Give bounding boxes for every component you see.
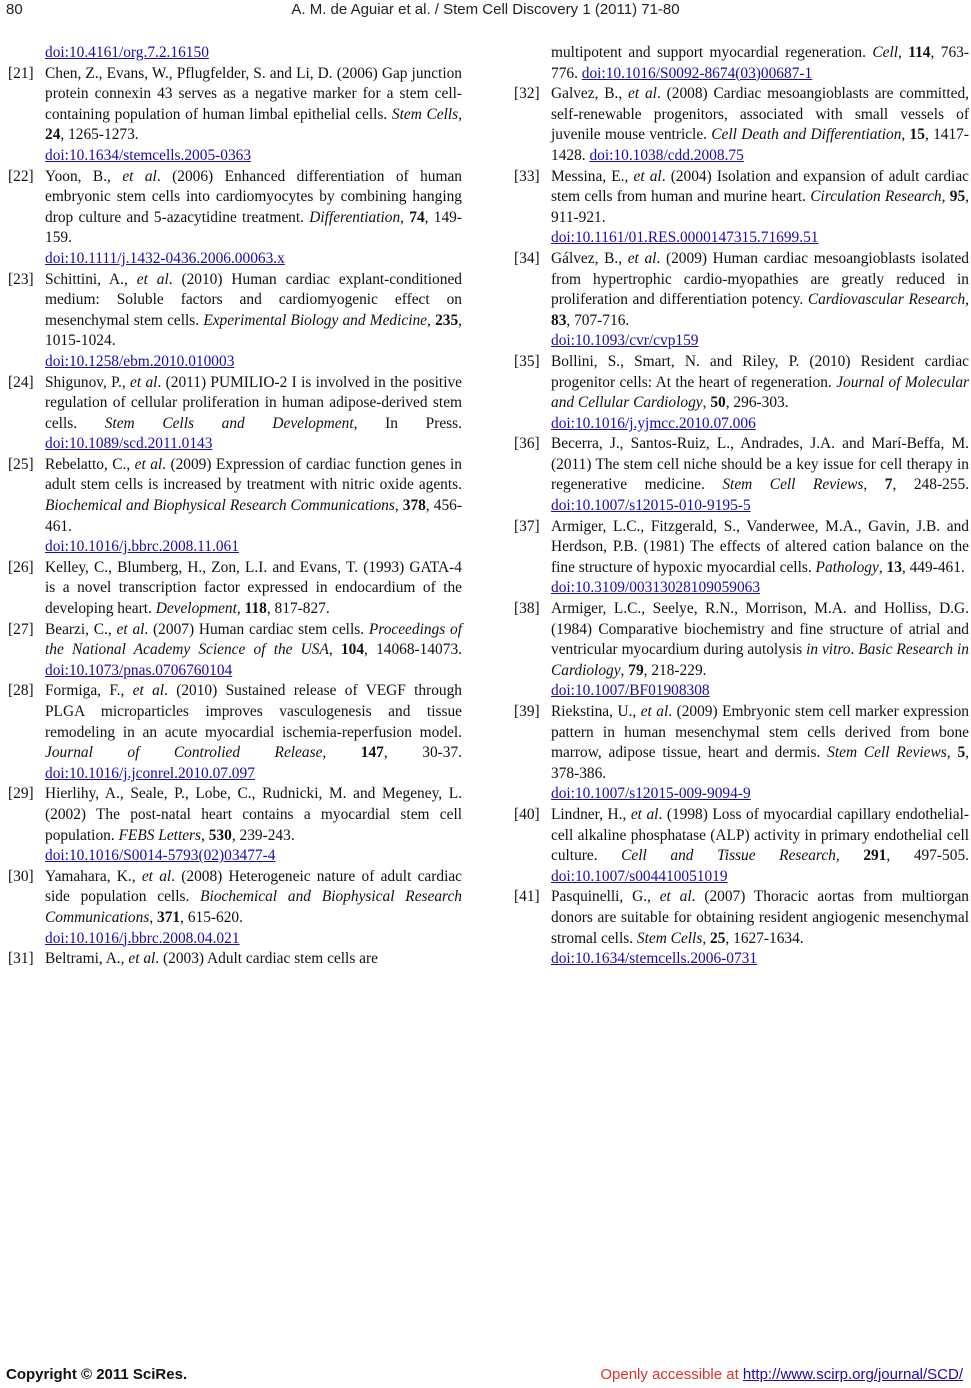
reference-body [551,84,969,166]
volume-number: 530 [208,826,232,844]
reference-text: Riekstina, U., [551,703,641,720]
reference-text: , 248-255. [892,476,970,494]
reference-text: Schittini, A., [45,270,137,288]
copyright-notice: Copyright © 2011 SciRes. [6,1366,188,1383]
reference-text: Beltrami, A., [45,950,129,968]
reference-text: , [702,394,711,412]
doi-link[interactable]: doi:10.1016/S0092-8674(03)00687-1 [581,64,813,82]
reference-text: , 497-505. [886,847,969,865]
italic-text: et al [659,888,692,906]
reference-item [8,620,462,682]
reference-text: , [201,826,209,844]
reference-text: , [149,908,158,926]
reference-body [45,455,462,558]
reference-body [45,949,462,970]
reference-item [514,434,969,516]
italic-text: et al [640,703,669,720]
italic-text: et al [122,167,157,185]
doi-link[interactable]: doi:10.1007/s12015-009-9094-9 [551,785,751,803]
reference-number: [25] [8,455,34,473]
reference-text: , [236,600,245,618]
italic-text: Cell and Tissue Research [621,847,836,865]
reference-text: , [878,558,887,576]
volume-number: 15 [909,126,925,144]
italic-text: Stem Cells [391,105,459,123]
reference-item [8,270,462,373]
reference-body [551,249,969,352]
reference-item [514,887,969,969]
reference-item [8,167,462,270]
volume-number: 235 [435,311,459,329]
reference-text: . (1998) Loss of myocardial capillary endothelial-cell alkaline phosphatase (ALP) activity in primary endothelial cell culture. [551,805,969,865]
reference-number: [31] [8,950,34,968]
italic-text: et al [628,85,657,103]
reference-text: Pasquinelli, G., [551,888,660,906]
reference-item [8,681,462,784]
doi-link[interactable]: doi:10.1016/j.bbrc.2008.04.021 [45,929,240,947]
italic-text: et al [132,682,165,700]
reference-text: . (2009) Human cardiac mesoangioblasts isolated from hypertrophic cardio-myopathies are greatly reduced in proliferation and differentiation potency. [551,249,969,309]
volume-number: 13 [886,558,902,576]
italic-text: et al [627,249,657,267]
doi-link[interactable]: doi:10.1089/scd.2011.0143 [45,435,213,453]
reference-item [8,558,462,620]
italic-text: et al [130,373,158,391]
reference-text: . (2003) Adult cardiac stem cells are [155,950,378,968]
italic-text: FEBS Letters [118,826,202,844]
reference-text: , 615-620. [180,908,243,926]
reference-text: Kelley, C., Blumberg, H., Zon, L.I. and Evans, T. (1993) GATA-4 is a novel transcription factor expressed in endocardium of the developing heart. [45,558,462,618]
reference-item [8,784,462,866]
reference-body [45,64,462,167]
italic-text: Basic Research in Cardiology [551,641,969,679]
reference-text: , [965,291,969,309]
reference-number: [26] [8,558,34,576]
reference-text: , 817-827. [266,600,330,618]
volume-number: 74 [409,208,425,226]
reference-item [514,599,969,702]
doi-link[interactable]: doi:10.1258/ebm.2010.010003 [45,352,235,370]
reference-text: , [941,188,950,206]
reference-text: . (2011) PUMILIO-2 I is involved in the positive regulation of cellular proliferation in human adipose-derived stem cells. [45,373,462,432]
doi-link[interactable]: doi:10.3109/00313028109059063 [551,579,761,597]
italic-text: Stem Cells and Development [104,414,354,432]
italic-text: et al [141,867,172,885]
doi-link[interactable]: doi:10.1073/pnas.0706760104 [45,661,233,679]
reference-text: , 1417-1428. [551,126,969,164]
reference-text: Gálvez, B., [551,249,628,267]
italic-text: Pathology [815,558,879,576]
reference-number: [32] [514,85,540,103]
doi-link[interactable]: doi:10.4161/org.7.2.16150 [45,44,209,61]
reference-text: , 763-776. [551,44,969,82]
reference-body [551,599,969,702]
doi-link[interactable]: doi:10.1161/01.RES.0000147315.71699.51 [551,229,819,247]
reference-text: Messina, E., [551,167,634,185]
reference-text: , 1627-1634. [725,929,804,947]
italic-text: Biochemical and Biophysical Research Communications [45,497,395,515]
italic-text: et al [128,950,156,968]
reference-body [45,784,462,866]
reference-text: . (2010) Sustained release of VEGF through PLGA microparticles improves vasculogenesis and tissue remodeling in an acute myocardial ischemia-reperfusion model. [45,682,463,741]
reference-body [551,887,969,969]
volume-number: 79 [628,661,644,679]
reference-number: [22] [8,167,34,185]
reference-text: Yoon, B., [45,167,123,185]
page-footer [0,1366,971,1388]
reference-text: Shigunov, P., [45,373,131,391]
reference-text: , 449-461. [901,558,965,576]
reference-text: Lindner, H., [551,805,631,823]
volume-number: 95 [949,188,966,206]
reference-body [45,270,462,373]
volume-number: 147 [360,744,384,762]
reference-text: , [458,105,462,123]
reference-item [514,517,969,599]
reference-text: . (2007) Thoracic aortas from multiorgan donors are suitable for obtaining resident angiogenic mesenchymal stromal cells. [551,888,969,947]
volume-number: 24 [45,126,61,144]
reference-text: multipotent and support myocardial regeneration. [551,44,873,61]
reference-number: [38] [514,600,540,618]
reference-item [8,455,462,558]
reference-body [45,167,462,270]
reference-item [514,84,969,166]
reference-text: Armiger, L.C., Fitzgerald, S., Vanderwee, M.A., Gavin, J.B. and Herdson, P.B. (1981) The effects of altered cation balance on the fine structure of hypoxic myocardial cells. [551,517,969,576]
reference-item [8,64,462,167]
reference-number: [37] [514,517,540,535]
italic-text: Development [155,600,237,618]
reference-number: [23] [8,270,34,288]
italic-text: Proceedings of the National Academy Science of the USA [45,620,462,659]
volume-number: 378 [402,497,426,515]
reference-text: . (2007) Human cardiac stem cells. [144,620,369,638]
italic-text: et al [136,270,169,288]
doi-link[interactable]: doi:10.1016/j.jconrel.2010.07.097 [45,764,255,782]
reference-text: , 14068-14073. [364,641,462,659]
reference-item [8,373,462,455]
reference-text: , [702,929,711,947]
doi-link[interactable]: doi:10.1016/j.yjmcc.2010.07.006 [551,414,756,432]
volume-number: 118 [244,600,267,618]
italic-text: et al [116,620,145,638]
italic-text: Circulation Research [810,188,942,206]
reference-text: , [620,661,629,679]
reference-text: . (2008) Cardiac mesoangioblasts are committed, self-renewable progenitors, associated with small vessels of juvenile mouse ventricle. [551,85,969,144]
reference-text: , 378-386. [551,744,969,782]
running-head: A. M. de Aguiar et al. / Stem Cell Discovery 1 (2011) 71-80 [291,1,680,18]
doi-link[interactable]: doi:10.1111/j.1432-0436.2006.00063.x [45,249,285,267]
italic-text: Stem Cells [636,929,703,947]
reference-text: , 149-159. [45,208,462,247]
right-reference-list [514,84,969,970]
reference-text: . [850,641,859,659]
open-access-label: Openly accessible at [600,1366,743,1383]
reference-number: [30] [8,867,34,885]
page-number: 80 [6,1,23,18]
italic-text: et al [633,167,662,185]
italic-text: Experimental Biology and Medicine [203,311,428,329]
reference-text: , [394,497,403,515]
doi-link[interactable]: doi:10.1016/j.bbrc.2008.11.061 [45,538,239,556]
reference-number: [21] [8,64,34,82]
reference-text: . (2009) Embryonic stem cell marker expression pattern in human mesenchymal stem cells derived from bone marrow, adipose tissue, heart and dermis. [551,703,969,762]
reference-text: Hierlihy, A., Seale, P., Lobe, C., Rudnicki, M. and Megeney, L. (2002) The post-natal heart contains a myocardial stem cell population. [45,785,462,844]
italic-text: Cardiovascular Research [807,291,966,309]
reference-body [551,702,969,805]
reference-body [45,558,462,620]
doi-link[interactable]: doi:10.1634/stemcells.2006-0731 [551,950,758,968]
italic-text: Stem Cell Reviews [722,476,864,494]
reference-text: , 296-303. [725,394,789,412]
reference-text: , 456-461. [45,497,462,535]
reference-number: [36] [514,435,540,453]
italic-text: Journal of Molecular and Cellular Cardiology [551,373,970,412]
reference-number: [33] [514,167,540,185]
italic-text: Cell [872,44,899,61]
reference-text: , [400,208,410,226]
reference-text: , 218-229. [643,661,707,679]
reference-number: [27] [8,620,34,638]
reference-item [514,805,969,887]
volume-number: 291 [863,847,887,865]
reference-text: , [427,311,436,329]
italic-text: Differentiation [309,208,401,226]
reference-text: Chen, Z., Evans, W., Pflugfelder, S. and Li, D. (2006) Gap junction protein connexin 43 serves as a negative marker for a stem cell-containing population of human limbal epithelial cells. [45,64,462,123]
left-continuation [8,43,462,64]
reference-text: , 911-921. [551,188,969,226]
reference-body [551,352,969,434]
italic-text: et al [134,455,163,473]
reference-text: . (2008) Heterogeneic nature of adult cardiac side population cells. [45,867,463,906]
reference-body [45,681,462,784]
right-column [514,43,969,970]
doi-link[interactable]: doi:10.1007/s004410051019 [551,867,728,885]
reference-text: , [898,44,909,61]
reference-text: , 1265-1273. [60,126,139,144]
volume-number: 83 [551,311,567,329]
reference-item [514,702,969,805]
reference-text: Bearzi, C., [45,620,117,638]
volume-number: 114 [908,44,931,61]
reference-body [45,373,462,455]
italic-text: in vitro [806,641,851,659]
volume-number: 104 [340,641,365,659]
doi-link[interactable]: doi:10.1007/BF01908308 [551,682,710,700]
reference-item [514,352,969,434]
volume-number: 7 [884,476,893,494]
reference-text: , [946,744,958,762]
doi-link[interactable]: doi:10.1038/cdd.2008.75 [589,146,744,164]
reference-text: , [322,744,361,762]
reference-number: [41] [514,888,540,906]
reference-text: , [901,126,910,144]
italic-text: et al [630,805,659,823]
reference-body [45,867,462,949]
doi-link[interactable]: doi:10.1634/stemcells.2005-0363 [45,146,252,164]
reference-body [551,434,969,516]
doi-link[interactable]: doi:10.1093/cvr/cvp159 [551,332,699,350]
volume-number: 50 [710,394,726,412]
reference-text: , 239-243. [231,826,295,844]
reference-item [8,949,462,970]
italic-text: Cell Death and Differentiation [711,126,902,144]
page-header [0,1,971,23]
reference-number: [39] [514,703,540,720]
reference-item [514,167,969,249]
italic-text: Journal of Controlied Release [45,744,323,762]
reference-item [8,867,462,949]
reference-text: , 1015-1024. [45,311,463,350]
reference-body [45,620,462,682]
reference-text: Galvez, B., [551,85,629,103]
reference-number: [40] [514,805,540,823]
reference-body [551,517,969,599]
reference-number: [35] [514,352,540,370]
reference-number: [29] [8,785,34,803]
doi-link[interactable]: doi:10.1016/S0014-5793(02)03477-4 [45,847,276,865]
reference-text: , [863,476,885,494]
reference-text: Becerra, J., Santos-Ruiz, L., Andrades, J.A. and Marí-Beffa, M. (2011) The stem cell niche should be a key issue for cell therapy in regenerative medicine. [551,435,969,494]
italic-text: Biochemical and Biophysical Research Communications [45,888,462,926]
open-access-notice [600,1366,963,1383]
volume-number: 5 [957,744,966,762]
reference-body [551,167,969,249]
right-continuation [514,43,969,84]
volume-number: 25 [710,929,726,947]
reference-text: Yamahara, K., [45,867,142,885]
reference-text: . (2006) Enhanced differentiation of human embryonic stem cells into cardiomyocytes by combining hanging drop culture and 5-azacytidine treatment. [45,167,462,226]
doi-link[interactable]: doi:10.1007/s12015-010-9195-5 [551,497,751,515]
reference-text: , [835,847,864,865]
reference-text: Bollini, S., Smart, N. and Riley, P. (2010) Resident cardiac progenitor cells: At the heart of regeneration. [551,352,969,391]
reference-text: Formiga, F., [45,682,133,700]
reference-text: . (2004) Isolation and expansion of adult cardiac stem cells from human and murine heart. [551,167,969,206]
reference-text: , 707-716. [566,311,630,329]
reference-body [551,805,969,887]
left-column [8,43,462,970]
reference-text: Armiger, L.C., Seelye, R.N., Morrison, M.A. and Holliss, D.G. (1984) Comparative biochemistry and fine structure of atrial and ventricular myocardium during autolysis [551,600,969,659]
italic-text: Stem Cell Reviews [827,744,947,762]
reference-text: , In Press. [353,414,462,432]
reference-item [514,249,969,352]
reference-text: . (2010) Human cardiac explant-conditioned medium: Soluble factors and cardiomyogenic effect on mesenchymal stem cells. [45,270,462,329]
reference-text: Rebelatto, C., [45,455,135,473]
reference-number: [28] [8,682,34,700]
reference-number: [34] [514,249,540,267]
reference-text: , [328,641,341,659]
reference-text: , 30-37. [383,744,462,762]
volume-number: 371 [157,908,181,926]
reference-text: . (2009) Expression of cardiac function genes in adult stem cells is increased by treatment with nitric oxide agents. [45,455,462,494]
journal-url-link[interactable]: http://www.scirp.org/journal/SCD/ [742,1366,963,1383]
reference-number: [24] [8,373,34,391]
left-reference-list [8,64,462,970]
